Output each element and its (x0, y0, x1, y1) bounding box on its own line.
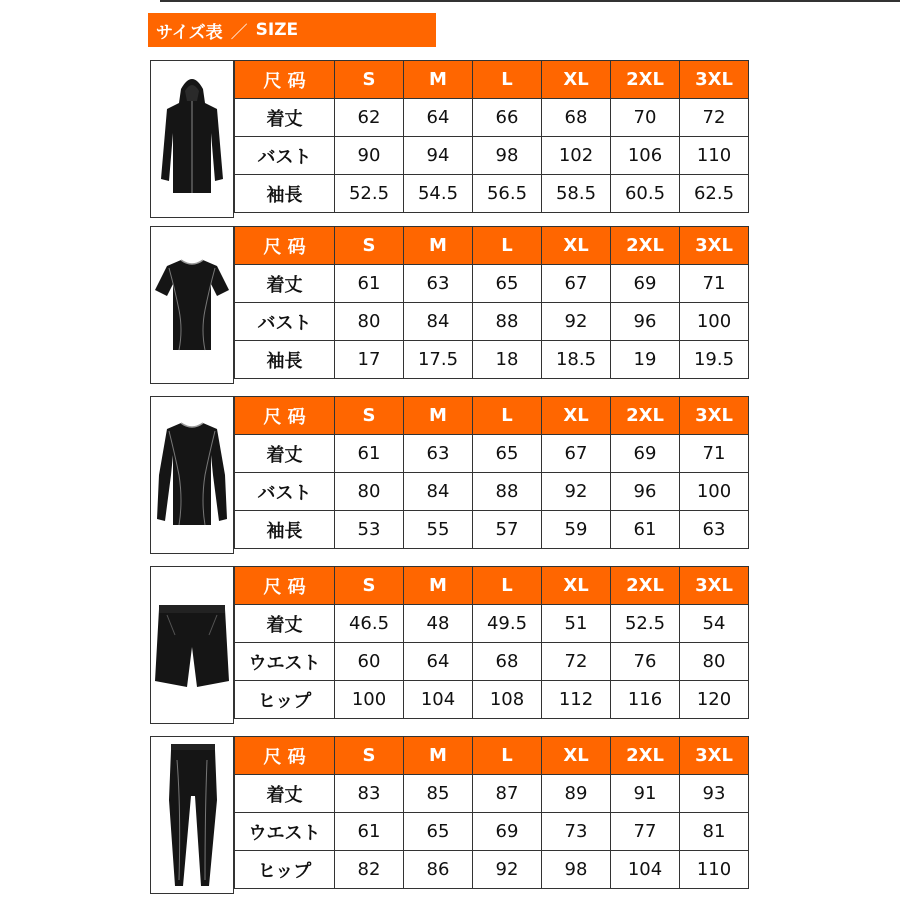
header-cell-3xl: 3XL (680, 567, 749, 605)
table-cell: 68 (473, 643, 542, 681)
table-cell: 56.5 (473, 175, 542, 213)
table-cell: 18 (473, 341, 542, 379)
table-cell: 104 (404, 681, 473, 719)
table-cell: 53 (335, 511, 404, 549)
table-row (235, 265, 749, 303)
row-label: 着丈 (235, 605, 335, 643)
row-label: ウエスト (235, 813, 335, 851)
table-cell: 83 (335, 775, 404, 813)
table-cell: 63 (404, 435, 473, 473)
table-cell: 80 (335, 473, 404, 511)
table-cell: 59 (542, 511, 611, 549)
row-label: 袖長 (235, 341, 335, 379)
header-cell-s: S (335, 61, 404, 99)
table-cell: 52.5 (611, 605, 680, 643)
size-table-short-sleeve (234, 226, 749, 379)
table-cell: 71 (680, 265, 749, 303)
table-cell: 112 (542, 681, 611, 719)
table-cell: 77 (611, 813, 680, 851)
table-cell: 102 (542, 137, 611, 175)
row-label: 袖長 (235, 511, 335, 549)
table-cell: 68 (542, 99, 611, 137)
header-cell-2xl: 2XL (611, 61, 680, 99)
table-cell: 55 (404, 511, 473, 549)
table-cell: 54.5 (404, 175, 473, 213)
header-cell-xl: XL (542, 227, 611, 265)
shorts-icon (153, 595, 231, 695)
table-cell: 52.5 (335, 175, 404, 213)
leggings-icon (157, 740, 227, 890)
table-cell: 100 (335, 681, 404, 719)
table-cell: 19.5 (680, 341, 749, 379)
table-cell: 69 (473, 813, 542, 851)
table-cell: 92 (542, 303, 611, 341)
table-cell: 67 (542, 435, 611, 473)
long-sleeve-shirt-icon (153, 415, 231, 535)
table-cell: 100 (680, 303, 749, 341)
table-cell: 98 (473, 137, 542, 175)
shorts-image (150, 566, 234, 724)
table-cell: 80 (335, 303, 404, 341)
table-cell: 17.5 (404, 341, 473, 379)
row-label: バスト (235, 473, 335, 511)
table-cell: 64 (404, 643, 473, 681)
table-cell: 93 (680, 775, 749, 813)
header-cell-size: 尺 码 (235, 61, 335, 99)
table-cell: 96 (611, 473, 680, 511)
table-row (235, 813, 749, 851)
table-cell: 92 (542, 473, 611, 511)
table-cell: 81 (680, 813, 749, 851)
header-cell-xl: XL (542, 567, 611, 605)
header-cell-m: M (404, 397, 473, 435)
header-cell-xl: XL (542, 397, 611, 435)
table-cell: 84 (404, 473, 473, 511)
header-cell-l: L (473, 61, 542, 99)
table-row (235, 175, 749, 213)
table-cell: 96 (611, 303, 680, 341)
row-label: ヒップ (235, 851, 335, 889)
row-label: バスト (235, 303, 335, 341)
header-cell-size: 尺 码 (235, 227, 335, 265)
hooded-jacket-image (150, 60, 234, 218)
hooded-jacket-icon (157, 69, 227, 209)
table-cell: 67 (542, 265, 611, 303)
size-table-leggings (234, 736, 749, 889)
table-cell: 65 (404, 813, 473, 851)
table-row (235, 605, 749, 643)
table-row (235, 511, 749, 549)
table-row (235, 435, 749, 473)
table-cell: 66 (473, 99, 542, 137)
table-row (235, 643, 749, 681)
table-cell: 61 (335, 435, 404, 473)
table-cell: 60.5 (611, 175, 680, 213)
table-cell: 69 (611, 435, 680, 473)
leggings-image (150, 736, 234, 894)
table-header-row (235, 397, 749, 435)
table-cell: 87 (473, 775, 542, 813)
header-cell-l: L (473, 227, 542, 265)
header-cell-3xl: 3XL (680, 397, 749, 435)
header-cell-l: L (473, 397, 542, 435)
header-cell-xl: XL (542, 737, 611, 775)
table-header-row (235, 227, 749, 265)
table-cell: 63 (680, 511, 749, 549)
table-cell: 58.5 (542, 175, 611, 213)
top-rule (160, 0, 900, 2)
header-cell-3xl: 3XL (680, 737, 749, 775)
table-cell: 72 (680, 99, 749, 137)
table-cell: 82 (335, 851, 404, 889)
table-row (235, 99, 749, 137)
table-cell: 73 (542, 813, 611, 851)
table-cell: 98 (542, 851, 611, 889)
table-cell: 88 (473, 303, 542, 341)
row-label: 着丈 (235, 265, 335, 303)
table-cell: 57 (473, 511, 542, 549)
table-cell: 65 (473, 265, 542, 303)
table-cell: 106 (611, 137, 680, 175)
table-cell: 80 (680, 643, 749, 681)
table-cell: 84 (404, 303, 473, 341)
table-row (235, 775, 749, 813)
table-cell: 94 (404, 137, 473, 175)
table-header-row (235, 737, 749, 775)
table-cell: 72 (542, 643, 611, 681)
table-cell: 120 (680, 681, 749, 719)
table-cell: 92 (473, 851, 542, 889)
table-cell: 108 (473, 681, 542, 719)
title-ja: サイズ表 (156, 22, 223, 43)
table-row (235, 303, 749, 341)
row-label: ウエスト (235, 643, 335, 681)
size-chart-title (148, 13, 436, 47)
row-label: 袖長 (235, 175, 335, 213)
table-cell: 69 (611, 265, 680, 303)
table-cell: 63 (404, 265, 473, 303)
table-cell: 48 (404, 605, 473, 643)
header-cell-2xl: 2XL (611, 737, 680, 775)
header-cell-s: S (335, 227, 404, 265)
table-cell: 88 (473, 473, 542, 511)
table-cell: 18.5 (542, 341, 611, 379)
table-row (235, 681, 749, 719)
header-cell-m: M (404, 737, 473, 775)
short-sleeve-shirt-icon (153, 250, 231, 360)
header-cell-size: 尺 码 (235, 397, 335, 435)
table-cell: 90 (335, 137, 404, 175)
table-cell: 85 (404, 775, 473, 813)
table-cell: 54 (680, 605, 749, 643)
header-cell-m: M (404, 567, 473, 605)
table-header-row (235, 567, 749, 605)
header-cell-s: S (335, 737, 404, 775)
header-cell-l: L (473, 737, 542, 775)
header-cell-2xl: 2XL (611, 397, 680, 435)
table-cell: 61 (335, 265, 404, 303)
long-sleeve-shirt-image (150, 396, 234, 554)
table-cell: 49.5 (473, 605, 542, 643)
table-cell: 61 (335, 813, 404, 851)
table-cell: 100 (680, 473, 749, 511)
row-label: 着丈 (235, 775, 335, 813)
size-table-shorts (234, 566, 749, 719)
title-separator: ／ (230, 22, 248, 43)
table-row (235, 341, 749, 379)
table-row (235, 851, 749, 889)
table-row (235, 473, 749, 511)
table-cell: 116 (611, 681, 680, 719)
table-cell: 19 (611, 341, 680, 379)
table-cell: 64 (404, 99, 473, 137)
header-cell-size: 尺 码 (235, 737, 335, 775)
table-cell: 51 (542, 605, 611, 643)
table-cell: 71 (680, 435, 749, 473)
header-cell-m: M (404, 61, 473, 99)
table-header-row (235, 61, 749, 99)
header-cell-l: L (473, 567, 542, 605)
table-cell: 62.5 (680, 175, 749, 213)
header-cell-2xl: 2XL (611, 567, 680, 605)
table-row (235, 137, 749, 175)
table-cell: 17 (335, 341, 404, 379)
size-table-long-sleeve (234, 396, 749, 549)
table-cell: 65 (473, 435, 542, 473)
header-cell-size: 尺 码 (235, 567, 335, 605)
header-cell-3xl: 3XL (680, 61, 749, 99)
header-cell-2xl: 2XL (611, 227, 680, 265)
header-cell-m: M (404, 227, 473, 265)
row-label: バスト (235, 137, 335, 175)
header-cell-3xl: 3XL (680, 227, 749, 265)
row-label: 着丈 (235, 99, 335, 137)
size-table-hoodie (234, 60, 749, 213)
table-cell: 62 (335, 99, 404, 137)
table-cell: 70 (611, 99, 680, 137)
header-cell-s: S (335, 397, 404, 435)
short-sleeve-shirt-image (150, 226, 234, 384)
row-label: ヒップ (235, 681, 335, 719)
table-cell: 110 (680, 137, 749, 175)
header-cell-s: S (335, 567, 404, 605)
table-cell: 86 (404, 851, 473, 889)
title-en: SIZE (255, 20, 299, 40)
table-cell: 61 (611, 511, 680, 549)
table-cell: 91 (611, 775, 680, 813)
table-cell: 46.5 (335, 605, 404, 643)
row-label: 着丈 (235, 435, 335, 473)
table-cell: 89 (542, 775, 611, 813)
header-cell-xl: XL (542, 61, 611, 99)
table-cell: 104 (611, 851, 680, 889)
table-cell: 76 (611, 643, 680, 681)
table-cell: 60 (335, 643, 404, 681)
table-cell: 110 (680, 851, 749, 889)
